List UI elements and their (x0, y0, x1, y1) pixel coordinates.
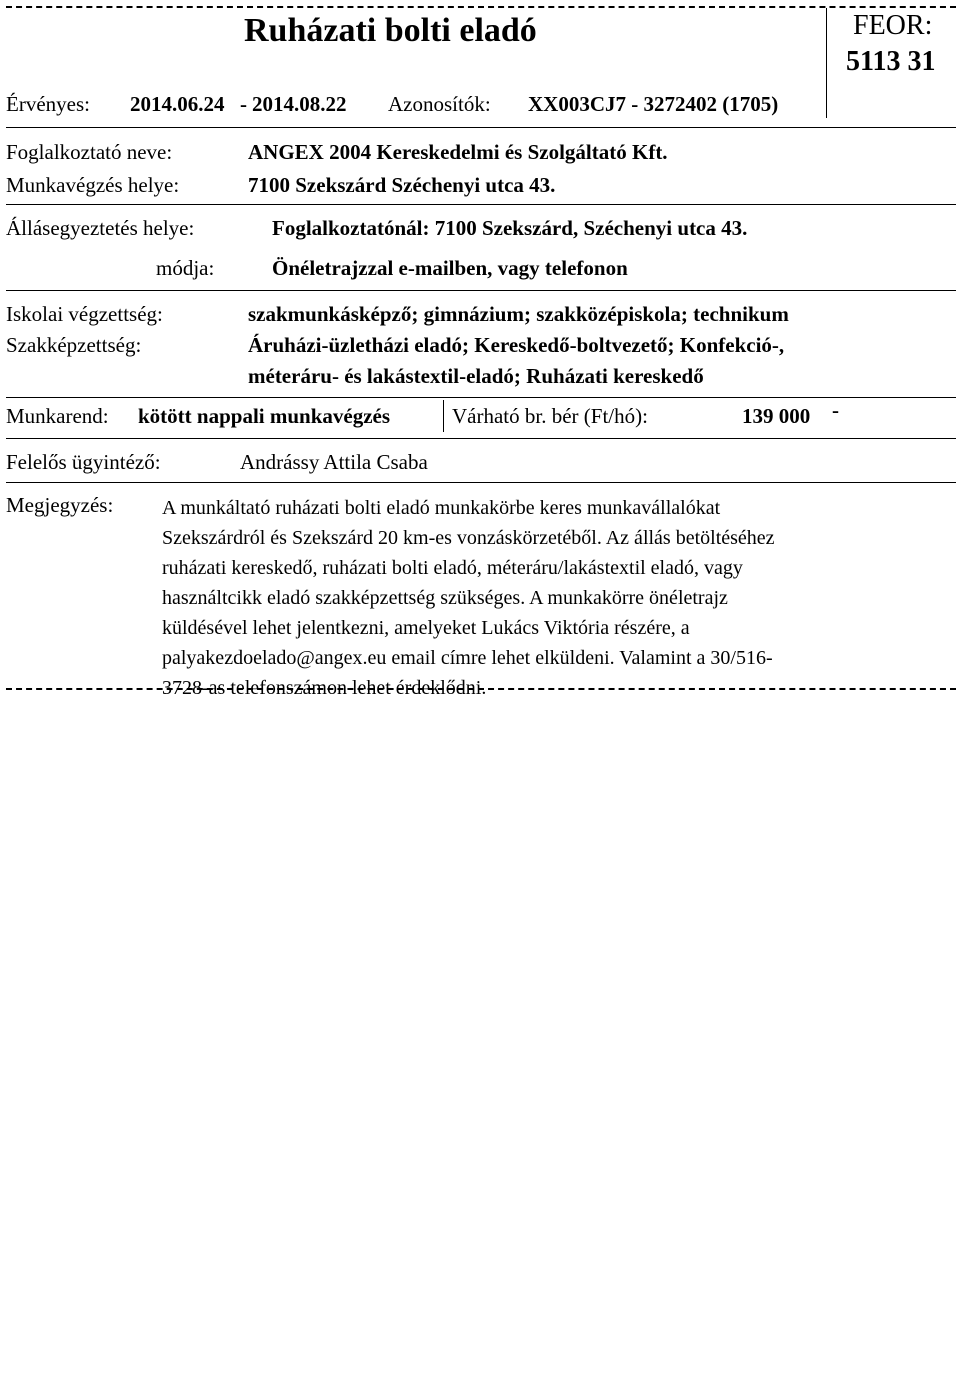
schedule-label: Munkarend: (6, 404, 109, 428)
contact-label: Felelős ügyintéző: (6, 450, 161, 474)
vocational-label: Szakképzettség: (6, 333, 142, 357)
interview-separator (6, 290, 956, 291)
valid-to: 2014.08.22 (252, 92, 347, 116)
interview-method-label: módja: (156, 256, 215, 280)
remarks-label: Megjegyzés: (6, 493, 114, 517)
remarks-line: palyakezdoelado@angex.eu email címre lehet elküldeni. Valamint a 30/516- (162, 647, 773, 669)
salary-dash: - (832, 398, 839, 422)
school-value: szakmunkásképző; gimnázium; szakközépiskola; technikum (248, 302, 789, 326)
vocational-value-line1: Áruházi-üzletházi eladó; Kereskedő-boltvezető; Konfekció-, (248, 333, 785, 357)
vocational-value-line2: méteráru- és lakástextil-eladó; Ruházati kereskedő (248, 364, 704, 388)
employer-separator (6, 204, 956, 205)
valid-from: 2014.06.24 (130, 92, 225, 116)
salary-value: 139 000 (742, 404, 811, 428)
interview-place-value: Foglalkoztatónál: 7100 Szekszárd, Széchenyi utca 43. (272, 216, 748, 240)
qualifications-separator (6, 397, 956, 398)
valid-separator: - (240, 92, 247, 116)
employer-name-label: Foglalkoztató neve: (6, 140, 173, 164)
remarks-text (162, 493, 942, 703)
school-label: Iskolai végzettség: (6, 302, 163, 326)
top-dashed-border (6, 6, 956, 8)
workplace-value: 7100 Szekszárd Széchenyi utca 43. (248, 173, 556, 197)
salary-label: Várható br. bér (Ft/hó): (452, 404, 648, 428)
feor-label: FEOR: (853, 10, 933, 41)
employer-name-value: ANGEX 2004 Kereskedelmi és Szolgáltató Kft. (248, 140, 668, 164)
schedule-value: kötött nappali munkavégzés (138, 404, 391, 428)
remarks-line: ruházati kereskedő, ruházati bolti eladó, méteráru/lakástextil eladó, vagy (162, 557, 743, 579)
remarks-line: A munkáltató ruházati bolti eladó munkakörbe keres munkavállalókat (162, 497, 721, 519)
contact-value: Andrássy Attila Csaba (240, 450, 428, 474)
header-separator (6, 127, 956, 128)
workplace-label: Munkavégzés helye: (6, 173, 180, 197)
remarks-line: Szekszárdról és Szekszárd 20 km-es vonzáskörzetéből. Az állás betöltéséhez (162, 527, 775, 549)
bottom-dashed-border (6, 688, 956, 690)
ids-value: XX003CJ7 - 3272402 (1705) (528, 92, 779, 116)
remarks-line: használtcikk eladó szakképzettség szükséges. A munkakörre önéletrajz (162, 587, 728, 609)
contact-separator (6, 482, 956, 483)
ids-label: Azonosítók: (388, 92, 491, 116)
feor-divider (826, 8, 827, 118)
interview-place-label: Állásegyeztetés helye: (6, 216, 195, 240)
remarks-line: 3728-as telefonszámon lehet érdeklődni. (162, 677, 487, 699)
feor-code: 5113 31 (846, 46, 936, 77)
remarks-line: küldésével lehet jelentkezni, amelyeket Lukács Viktória részére, a (162, 617, 690, 639)
interview-method-value: Önéletrajzzal e-mailben, vagy telefonon (272, 256, 628, 280)
work-separator (6, 438, 956, 439)
schedule-divider (443, 400, 444, 432)
page-title: Ruházati bolti eladó (244, 12, 537, 49)
valid-label: Érvényes: (6, 92, 90, 116)
